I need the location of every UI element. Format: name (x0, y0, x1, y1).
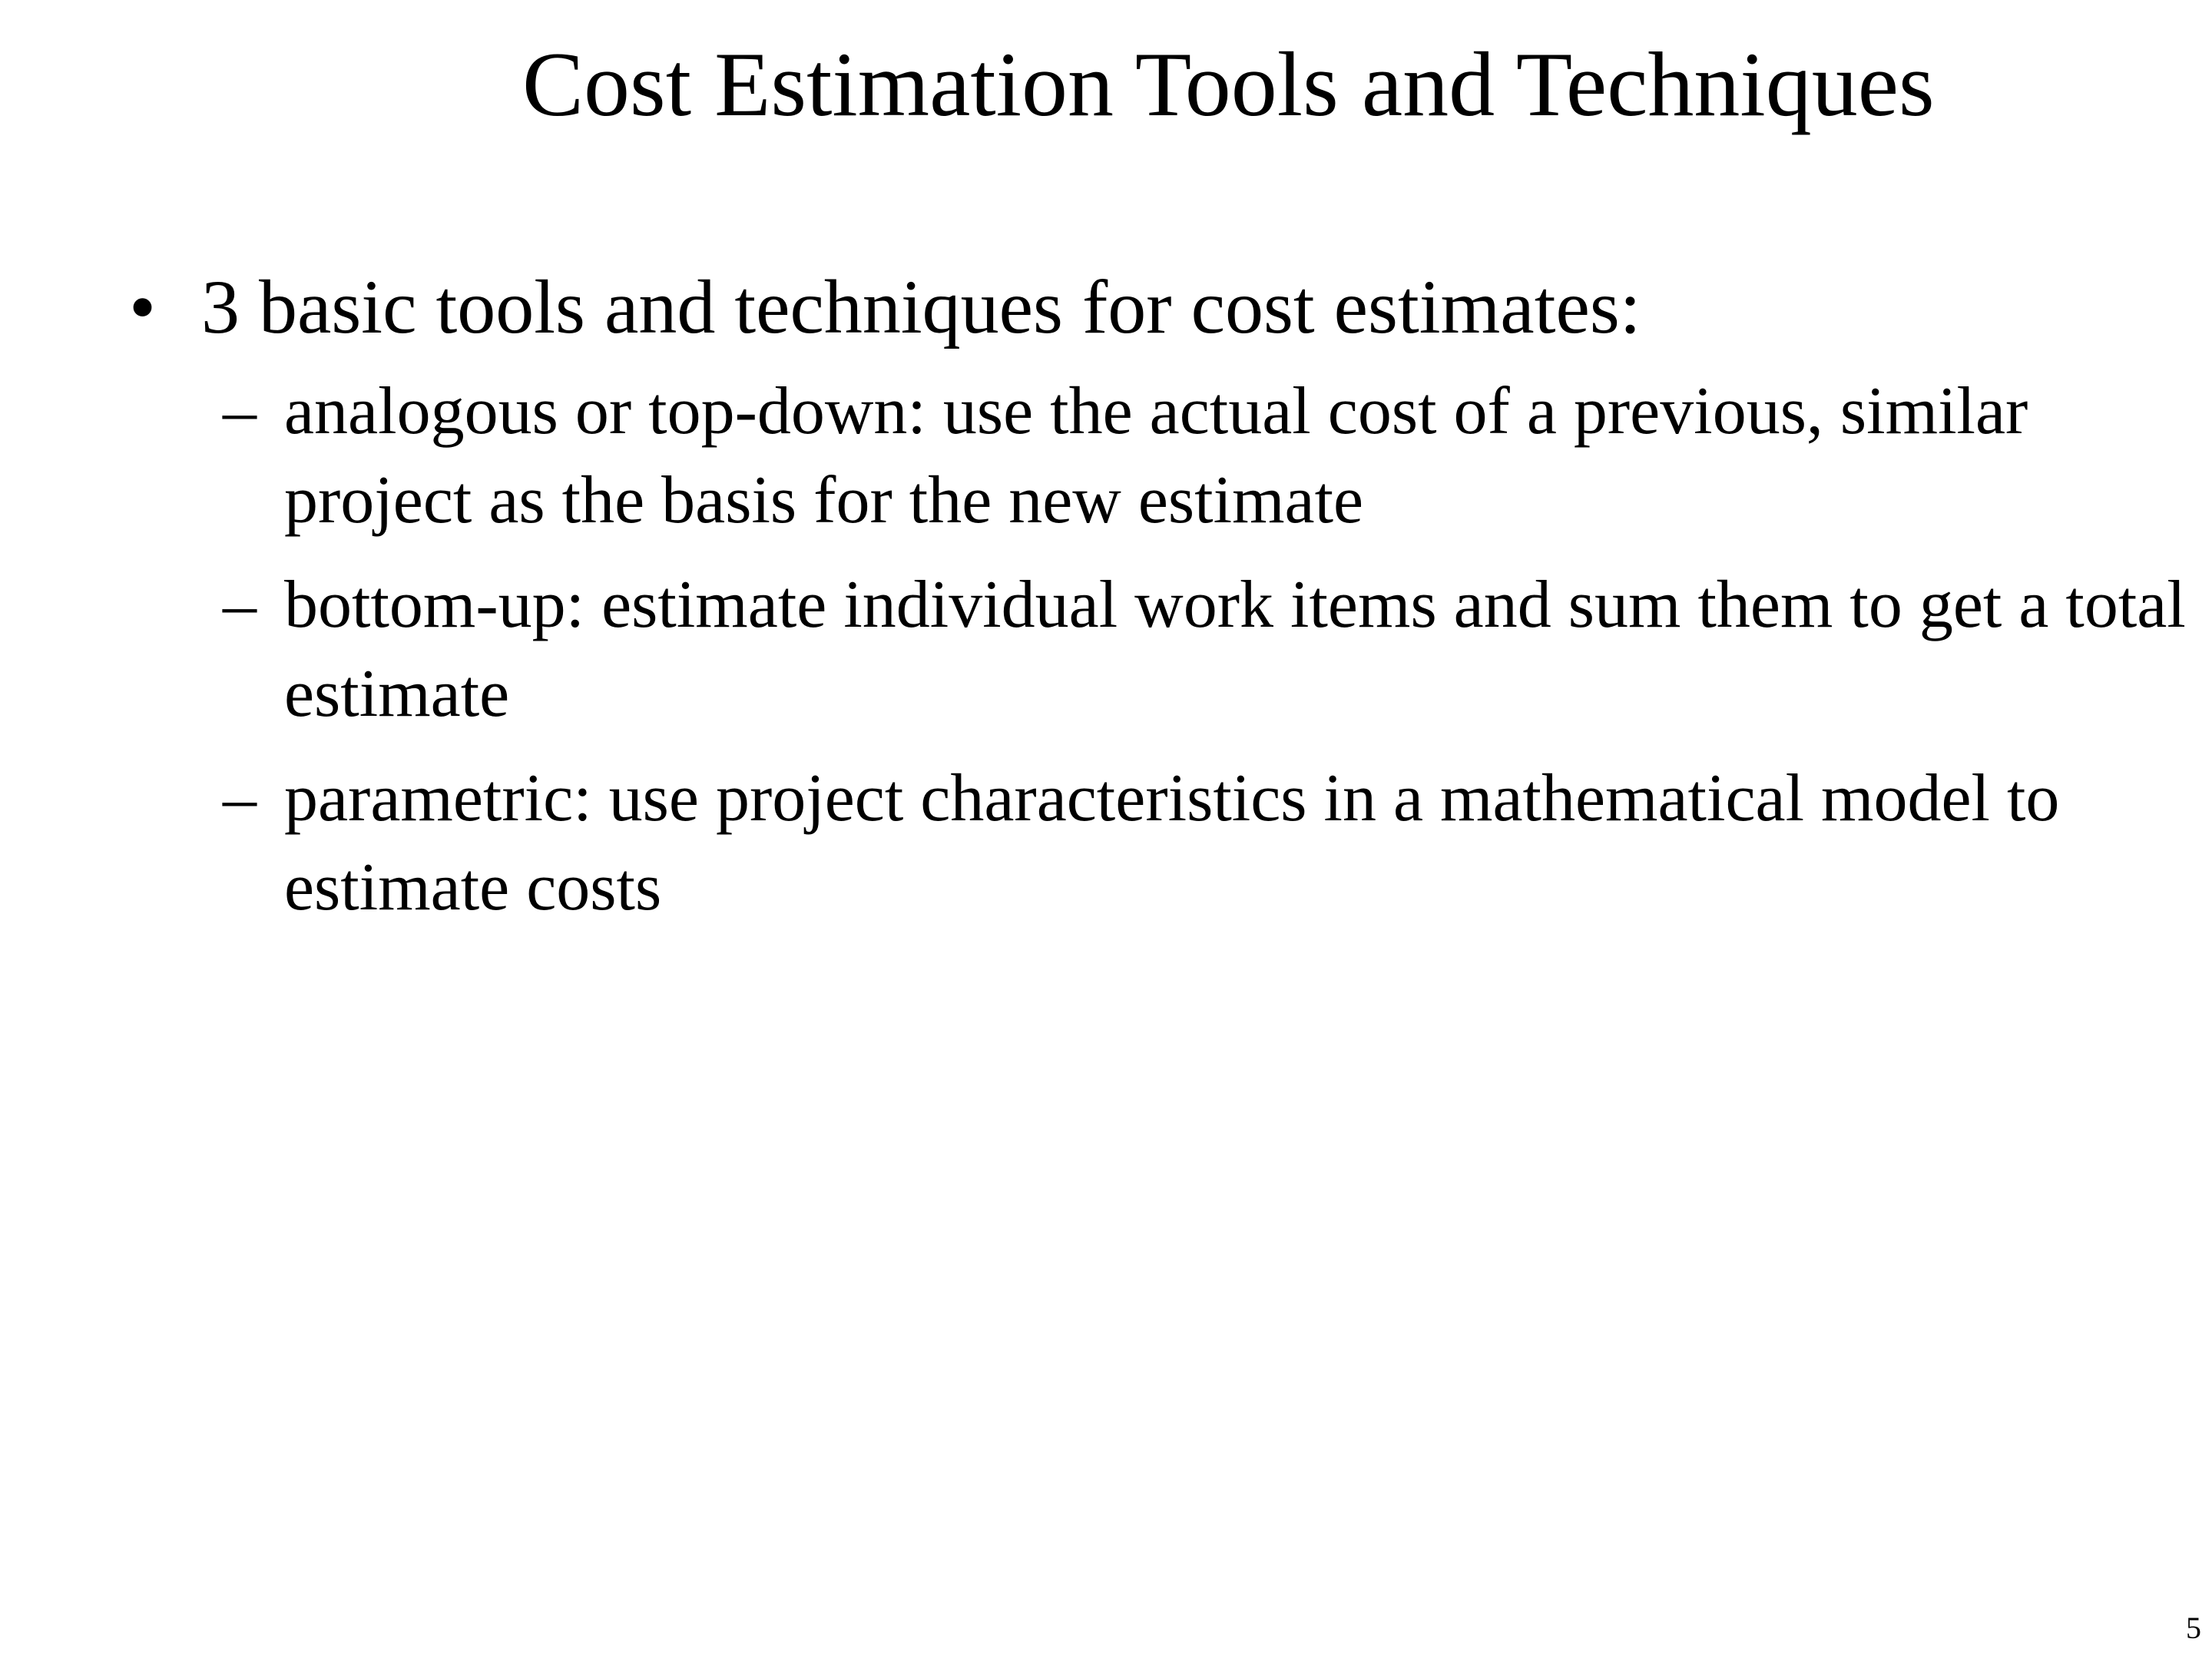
slide-title: Cost Estimation Tools and Techniques (522, 33, 1935, 135)
bullet-item (0, 253, 2212, 361)
page-number: 5 (2186, 1611, 2201, 1645)
sub-bullet-parametric (0, 754, 2212, 948)
sub-bullet-text: bottom-up: estimate individual work items and sum them to get a total estimate (284, 568, 2186, 731)
bullet-marker: • (129, 264, 157, 349)
sub-bullet-bottom-up (0, 561, 2212, 754)
dash-marker: – (223, 568, 257, 642)
bullet-text: 3 basic tools and techniques for cost estimates: (201, 264, 1641, 349)
sub-bullet-text: analogous or top-down: use the actual cost of a previous, similar project as the basis for the new estimate (284, 374, 2028, 538)
sub-bullet-list (0, 367, 2212, 948)
sub-bullet-analogous (0, 367, 2212, 561)
dash-marker: – (223, 374, 257, 449)
sub-bullet-text: parametric: use project characteristics in a mathematical model to estimate costs (284, 761, 2060, 925)
dash-marker: – (223, 761, 257, 836)
